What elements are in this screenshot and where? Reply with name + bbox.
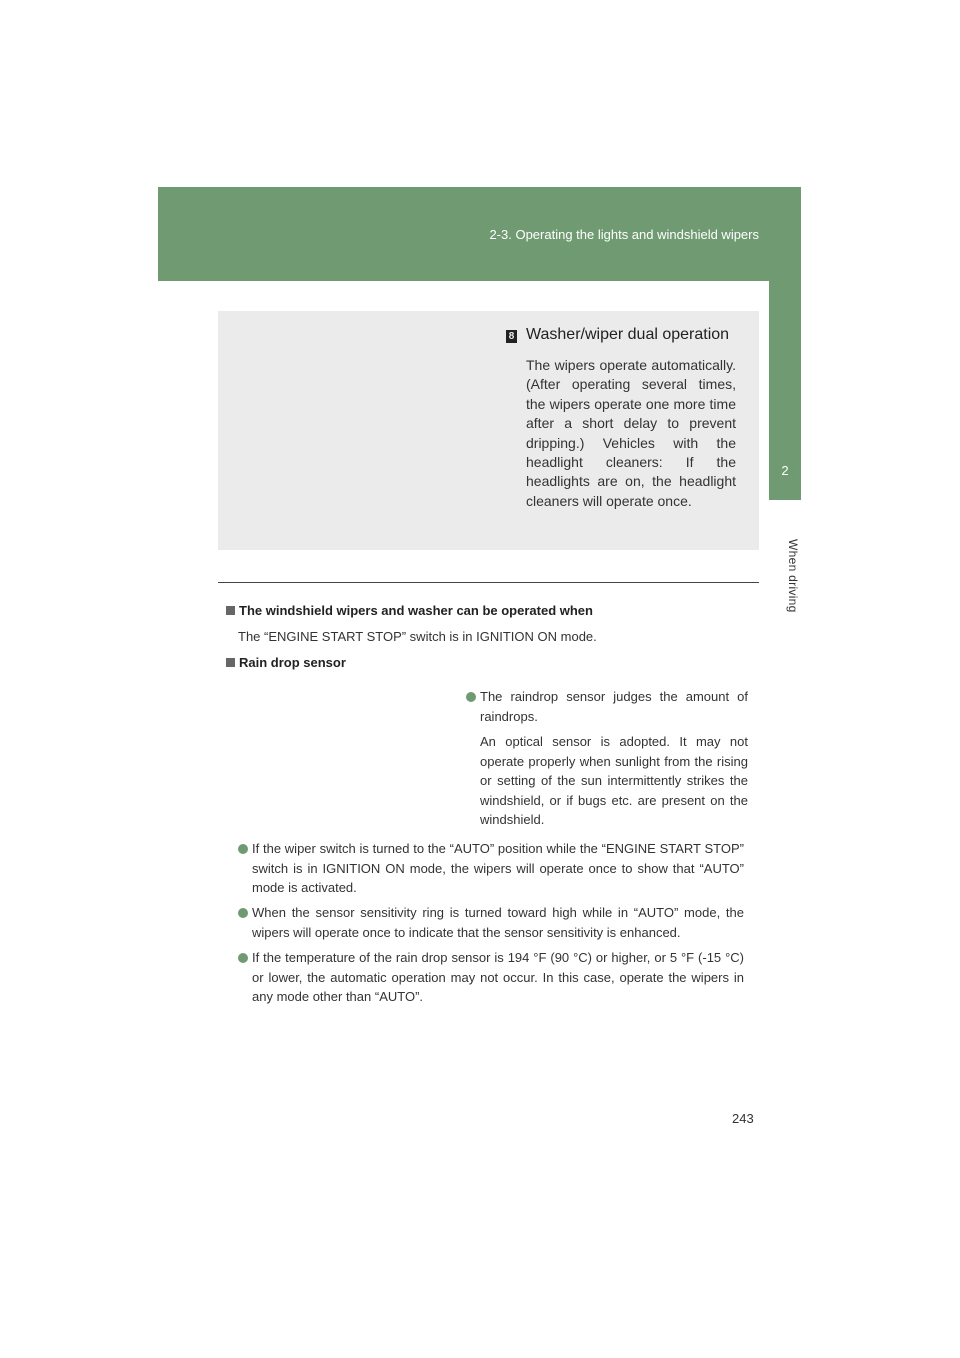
- bullet-text: The raindrop sensor judges the amount of raindrops.: [480, 689, 748, 724]
- chapter-label: When driving: [786, 539, 800, 613]
- callout-number-icon: 8: [506, 330, 517, 343]
- bullet-text: If the temperature of the rain drop sensor is 194 °F (90 °C) or higher, or 5 °F (-15 °C) or lower, the automatic operation may not occur. In this case, operate the wipers in any mode other than “AUTO”.: [252, 950, 744, 1004]
- heading-operation-conditions: [226, 603, 593, 618]
- square-bullet-icon: [226, 606, 235, 615]
- bullet-dot-icon: [238, 844, 248, 854]
- section-divider: [218, 582, 759, 583]
- page-number: 243: [732, 1111, 754, 1126]
- bullet-raindrop-judgment: [466, 687, 748, 830]
- heading-rain-drop-sensor: [226, 655, 346, 670]
- section-title: 2-3. Operating the lights and windshield wipers: [489, 227, 759, 242]
- bullet-temperature-limit: [238, 948, 744, 1007]
- heading-text: The windshield wipers and washer can be operated when: [239, 603, 593, 618]
- bullet-dot-icon: [238, 908, 248, 918]
- bullet-text: When the sensor sensitivity ring is turned toward high while in “AUTO” mode, the wipers will operate once to indicate that the sensor sensitivity is enhanced.: [252, 905, 744, 940]
- heading-text: Rain drop sensor: [239, 655, 346, 670]
- chapter-number: 2: [781, 463, 789, 478]
- bullet-text: If the wiper switch is turned to the “AUTO” position while the “ENGINE START STOP” switch is in IGNITION ON mode, the wipers will operate once to show that “AUTO” mode is activated.: [252, 841, 744, 895]
- bullet-note: An optical sensor is adopted. It may not operate properly when sunlight from the rising or setting of the sun intermittently strikes the windshield, or if bugs etc. are present on the windshield.: [480, 734, 748, 827]
- chapter-tab: [769, 281, 801, 500]
- callout-box: [218, 311, 759, 550]
- bullet-dot-icon: [238, 953, 248, 963]
- header-band: [158, 187, 801, 281]
- bullet-sensitivity-ring: [238, 903, 744, 942]
- callout-text: The wipers operate automatically. (After operating several times, the wipers operate one more time after a short delay to prevent dripping.) Vehicles with the headlight cleaners: If the headlights are on, the headlight cleaners will operate once.: [526, 357, 736, 509]
- square-bullet-icon: [226, 658, 235, 667]
- operation-conditions-text: The “ENGINE START STOP” switch is in IGNITION ON mode.: [238, 629, 597, 644]
- callout-title: Washer/wiper dual operation: [526, 326, 730, 343]
- bullet-dot-icon: [466, 692, 476, 702]
- bullet-auto-position: [238, 839, 744, 898]
